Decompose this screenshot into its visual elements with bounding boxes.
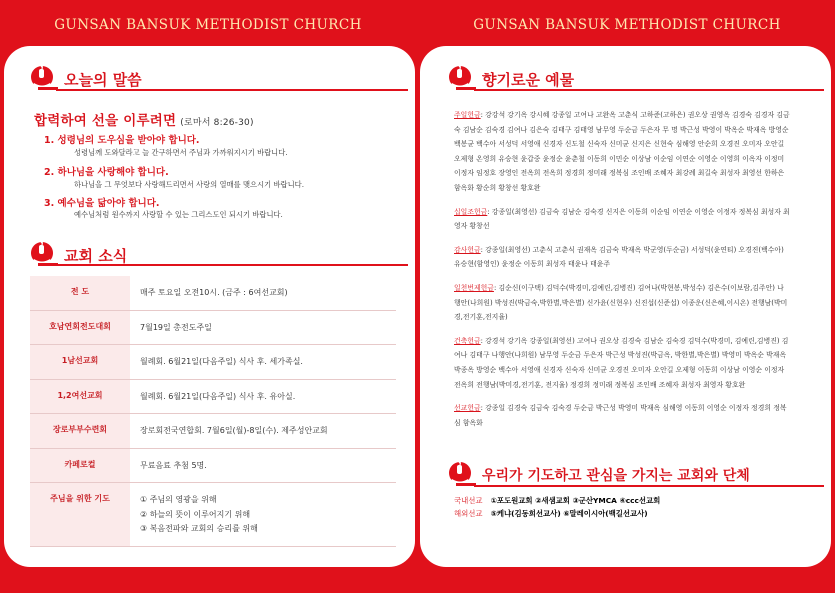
offering-list: [454, 108, 790, 439]
prayer-items: ①포도원교회 ②새샘교회 ③군산YMCA ④ccc선교회: [490, 496, 661, 505]
sermon-point-2-desc: 하나님을 그 무엇보다 사랑해드리면서 사랑의 열매를 맺으시기 바랍니다.: [74, 180, 305, 189]
bible-lamp-icon: [448, 66, 476, 92]
news-key: 호남연회전도대회: [30, 310, 130, 345]
news-row: [30, 276, 396, 310]
offering-names: : 강종일(최영선) 김금숙 김남순 김숙경 신지은 이동희 이순임 이연순 이영순 이정자 정복심 최성자 최영자 황창선: [454, 207, 790, 231]
bible-lamp-icon: [30, 242, 58, 268]
prayer-row-domestic: [454, 495, 660, 506]
news-value: [130, 345, 396, 380]
sermon-title-text: 합력하여 선을 이루려면: [34, 113, 177, 129]
news-line: 7월19일 총전도주일: [140, 322, 212, 332]
section-divider: [56, 89, 408, 91]
offering-group: [454, 281, 790, 325]
offering-label: 일천번제헌금: [454, 283, 494, 292]
news-value: [130, 414, 396, 449]
offering-label: 십일조헌금: [454, 207, 488, 216]
news-line: ① 주님의 영광을 위해: [140, 495, 217, 504]
offering-group: [454, 205, 790, 234]
offering-group: [454, 401, 790, 430]
header-right-title: GUNSAN BANSUK METHODIST CHURCH: [473, 17, 781, 33]
news-line: 장로회전국연합회. 7월6일(월)-8일(수). 제주성안교회: [140, 426, 328, 435]
offering-group: [454, 108, 790, 196]
offering-group: [454, 334, 790, 392]
news-row: [30, 345, 396, 380]
news-line: 무료음료 추첨 5명.: [140, 460, 207, 470]
bible-lamp-icon: [30, 66, 58, 92]
sermon-point-2-title: 2. 하나님을 사랑해야 합니다.: [44, 167, 169, 178]
offering-label: 선교헌금: [454, 404, 481, 413]
news-table: [30, 276, 396, 547]
offering-label: 감사헌금: [454, 245, 481, 254]
news-key: 1,2여선교회: [30, 379, 130, 414]
sermon-point-3-title: 3. 예수님을 닮아야 합니다.: [44, 198, 160, 209]
news-key: 카페로컬: [30, 448, 130, 483]
header-left-title: GUNSAN BANSUK METHODIST CHURCH: [54, 17, 362, 33]
news-row: [30, 483, 396, 547]
news-line: ② 하늘의 뜻이 이루어지기 위해: [140, 509, 251, 519]
news-value: [130, 483, 396, 547]
right-panel: [420, 46, 831, 567]
sermon-point-1-title: 1. 성령님의 도우심을 받아야 합니다.: [44, 135, 200, 146]
section-divider: [474, 89, 824, 91]
offering-names: : 강강석 강기옥 강시혜 강종일 고여나 고완옥 고춘식 고하준(고하은) 권오상 권영옥 김경숙 김경자 김금숙 김남순 김숙경 김여나 김은숙 김태구 김태영 남무영 두순금 두은자 무 명 박근성 박영이 박옥순 박재옥 방영순 백봉균 백수아 서성덕 서영애 신경자 신도철 신숙자 신미균 신지은 신현숙 심해영 안순희 오경진 오미자 오안길 오제형 온영희 유승현 윤갑중 윤정순 윤춘철 이동희 이민순 이상남 이순임 이연순 이영순 이영희 이옥자 이정미 이정자 임정호 장영인 전옥희 전옥희 정경희 정미래 정복심 조인배 조혜자 최강례 최길숙 최성자 최영선 한하은 함옥화 황순희 황창선 황호완: [454, 111, 790, 192]
news-value: [130, 310, 396, 345]
offering-group: [454, 243, 790, 272]
news-value: [130, 448, 396, 483]
news-key: 전 도: [30, 276, 130, 310]
sermon-title: [34, 109, 254, 129]
news-value: [130, 379, 396, 414]
section-divider: [474, 485, 824, 487]
prayer-section-title: 우리가 기도하고 관심을 가지는 교회와 단체: [482, 468, 750, 484]
news-row: [30, 310, 396, 345]
news-key: 주님을 위한 기도: [30, 483, 130, 547]
sermon-reference: (로마서 8:26-30): [180, 118, 254, 128]
sermon-section-title: 오늘의 말씀: [64, 70, 142, 89]
news-key: 장로부부수련회: [30, 414, 130, 449]
offering-names: : 강종일(최영선) 고춘식 고춘식 권재옥 김금숙 박재옥 박군영(두순금) 서성덕(윤연티) 오경진(백수아) 유승현(함영인) 윤정순 이동희 최성자 태윤나 태윤주: [454, 245, 784, 269]
offering-section-title: 향기로운 예물: [482, 70, 575, 89]
prayer-items: ⑤케냐(김동희선교사) ⑥말레이시아(백길선교사): [490, 509, 648, 518]
news-line: 매주 토요일 오전10시. (금주 : 6여선교회): [140, 288, 288, 297]
sermon-point-1-desc: 성령님께 도와달라고 늘 간구하면서 주님과 가까워지시기 바랍니다.: [74, 148, 288, 157]
offering-label: 주일헌금: [454, 111, 481, 119]
prayer-label: 해외선교: [454, 509, 483, 518]
bible-lamp-icon: [448, 462, 476, 488]
section-divider: [56, 264, 408, 266]
news-key: 1남선교회: [30, 345, 130, 380]
news-section-title: 교회 소식: [64, 246, 128, 265]
offering-names: : 강경석 강기옥 강종일(최영선) 고여나 권오상 김경숙 김남순 김숙경 김덕수(박경미, 김예린,김병진) 김여나 김태구 나행안(나희원) 남무영 두순금 두은자 박근성 박성진(박금옥, 박한별,박은별) 박영미 박옥순 박재옥 박종옥 방영순 백수아 서영애 신경자 신숙자 신미균 오경진 오미자 오안길 오제형 이동희 이상남 이영순 이정자 전옥희 전행남(박미경,전기훈, 전지율) 정경희 정미래 정복심 조인배 조혜자 최성자 최영자 황호완: [454, 336, 789, 389]
news-line: ③ 복음전파와 교회의 승리를 위해: [140, 524, 258, 533]
left-panel: [4, 46, 415, 567]
prayer-label: 국내선교: [454, 496, 483, 505]
sermon-point-3-desc: 예수님처럼 원수까지 사랑할 수 있는 그리스도인 되시기 바랍니다.: [74, 210, 283, 219]
news-value: [130, 276, 396, 310]
prayer-row-overseas: [454, 508, 648, 519]
news-line: 월례회. 6월21일(다음주일) 식사 후. 세가족실.: [140, 357, 303, 366]
offering-names: : 강종일 김경숙 김금숙 김숙경 두순금 박근성 박영미 박재옥 심해영 이동희 이영순 이정자 정경희 정복심 함옥화: [454, 404, 787, 427]
news-row: [30, 448, 396, 483]
offering-label: 건축헌금: [454, 336, 481, 345]
offering-names: : 김순신(이구택) 김덕수(박경미,김예린,김병진) 김여나(박현봉,박성수) 김은수(이보람,김주안) 나행안(나희원) 박성진(박금숙,박한별,박은별) 신가윤(신현우) 신진섭(신준섭) 이종운(신은혜,이시온) 전행남(박미경,전기훈,전지율): [454, 283, 788, 322]
news-line: 월례회. 6월21일(다음주일) 식사 후. 유아실.: [140, 391, 296, 401]
news-row: [30, 414, 396, 449]
news-row: [30, 379, 396, 414]
